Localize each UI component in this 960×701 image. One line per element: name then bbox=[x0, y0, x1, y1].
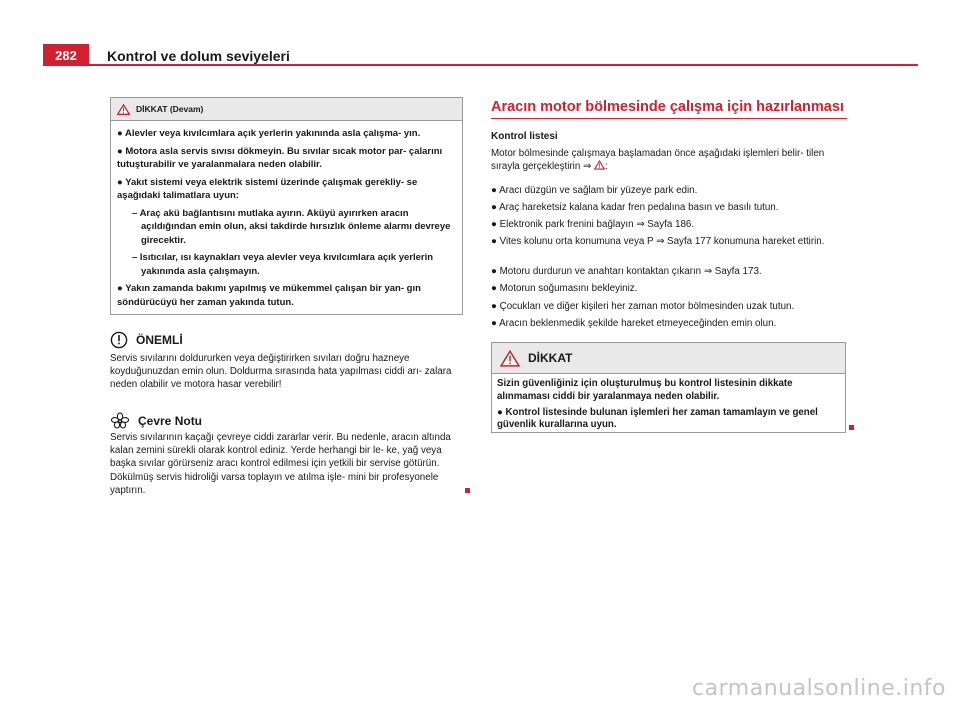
warning-item: ● Yakıt sistemi veya elektrik sistemi üzerinde çalışmak gerekliy- se aşağıdaki talimatlara uyun: bbox=[117, 176, 418, 201]
warning-item: ● Yakın zamanda bakımı yapılmış ve mükemmel çalışan bir yan- gın söndürücüyü her zaman yakında tutun. bbox=[117, 283, 421, 308]
important-title: ÖNEMLİ bbox=[136, 333, 183, 347]
checklist-item: ● Motoru durdurun ve anahtarı kontaktan çıkarın ⇒ Sayfa 173. bbox=[491, 266, 762, 277]
section-end-marker bbox=[465, 488, 470, 493]
checklist-intro bbox=[491, 147, 851, 173]
header-rule bbox=[89, 64, 918, 66]
environment-text: Servis sıvılarının kaçağı çevreye ciddi zararlar verir. Bu nedenle, aracın altında kalan zemini sürekli olarak kontrol ediniz. Yerde herhangi bir le- ke, yağ veya başka sıvılar görürseniz aracı kontrol edilmesi için yetkili bir servise götürün. Dökülmüş servis hidroliği varsa toplayın ve atılma işle- mini bir profesyonele yaptırın. bbox=[110, 432, 451, 496]
important-text: Servis sıvılarını doldururken veya değiştirirken sıvıları doğru hazneye koyduğunuzdan emin olun. Doldurma sırasında hata yapılması ciddi arı- zalara neden olabilir ve motora hasar verebilir! bbox=[110, 353, 452, 391]
chapter-title: Kontrol ve dolum seviyeleri bbox=[107, 48, 290, 64]
watermark: carmanualsonline.info bbox=[692, 676, 946, 701]
warning-item: ● Motora asla servis sıvısı dökmeyin. Bu sıvılar sıcak motor par- çalarını tutuşturabilir ve yaralanmalara neden olabilir. bbox=[117, 145, 443, 170]
warning-box-body bbox=[492, 374, 845, 432]
warning-box-body bbox=[111, 121, 462, 309]
checklist-title: Kontrol listesi bbox=[491, 131, 558, 142]
checklist-intro-suffix: : bbox=[604, 161, 608, 173]
checklist-item: ● Aracın beklenmedik şekilde hareket etmeyeceğinden emin olun. bbox=[491, 318, 777, 329]
warning-triangle-icon bbox=[594, 160, 605, 170]
checklist-intro-text: Motor bölmesinde çalışmaya başlamadan önce aşağıdaki işlemleri belir- tilen sırayla gerçekleştirin ⇒ bbox=[491, 148, 825, 173]
checklist-item: ● Motorun soğumasını bekleyiniz. bbox=[491, 283, 638, 294]
important-heading bbox=[110, 331, 183, 349]
environment-title: Çevre Notu bbox=[138, 414, 203, 428]
warning-triangle-icon bbox=[500, 350, 520, 367]
checklist-item: ● Aracı düzgün ve sağlam bir yüzeye park edin. bbox=[491, 185, 698, 196]
warning-box bbox=[491, 342, 846, 433]
warning-item: ● Kontrol listesinde bulunan işlemleri her zaman tamamlayın ve genel güvenlik kurallarına uyun. bbox=[497, 406, 818, 431]
warning-box-header bbox=[492, 343, 845, 374]
environment-heading bbox=[110, 412, 202, 430]
warning-item: ● Alevler veya kıvılcımlara açık yerlerin yakınında asla çalışma- yın. bbox=[117, 128, 421, 139]
warning-subitem: – Araç akü bağlantısını mutlaka ayırın. Aküyü ayırırken aracın açıldığından emin olun, aksi takdirde hırsızlık önleme alarmı devreye girecektir. bbox=[132, 207, 451, 246]
warning-box-header bbox=[111, 98, 462, 121]
warning-triangle-icon bbox=[117, 104, 130, 115]
checklist-item: ● Çocukları ve diğer kişileri her zaman motor bölmesinden uzak tutun. bbox=[491, 301, 795, 312]
section-title: Aracın motor bölmesinde çalışma için hazırlanması bbox=[491, 99, 844, 115]
checklist-item: ● Elektronik park frenini bağlayın ⇒ Sayfa 186. bbox=[491, 219, 695, 230]
checklist-item: ● Araç hareketsiz kalana kadar fren pedalına basın ve basılı tutun. bbox=[491, 202, 779, 213]
section-title-rule bbox=[491, 118, 847, 119]
warning-box-continued bbox=[110, 97, 463, 315]
exclamation-circle-icon bbox=[110, 331, 128, 349]
warning-subitem: – Isıtıcılar, ısı kaynakları veya alevler veya kıvılcımlara açık yerlerin yakınında asla çalışmayın. bbox=[132, 252, 434, 277]
page-number: 282 bbox=[43, 44, 89, 66]
section-end-marker bbox=[849, 425, 854, 430]
warning-box-title: DİKKAT bbox=[528, 351, 573, 365]
checklist-item: ● Vites kolunu orta konumuna veya P ⇒ Sayfa 177 konumuna hareket ettirin. bbox=[491, 236, 825, 247]
flower-icon bbox=[110, 412, 130, 430]
warning-item: Sizin güvenliğiniz için oluşturulmuş bu kontrol listesinin dikkate alınmaması ciddi bir yaralanmaya neden olabilir. bbox=[497, 378, 793, 402]
warning-box-title: DİKKAT (Devam) bbox=[136, 104, 204, 114]
